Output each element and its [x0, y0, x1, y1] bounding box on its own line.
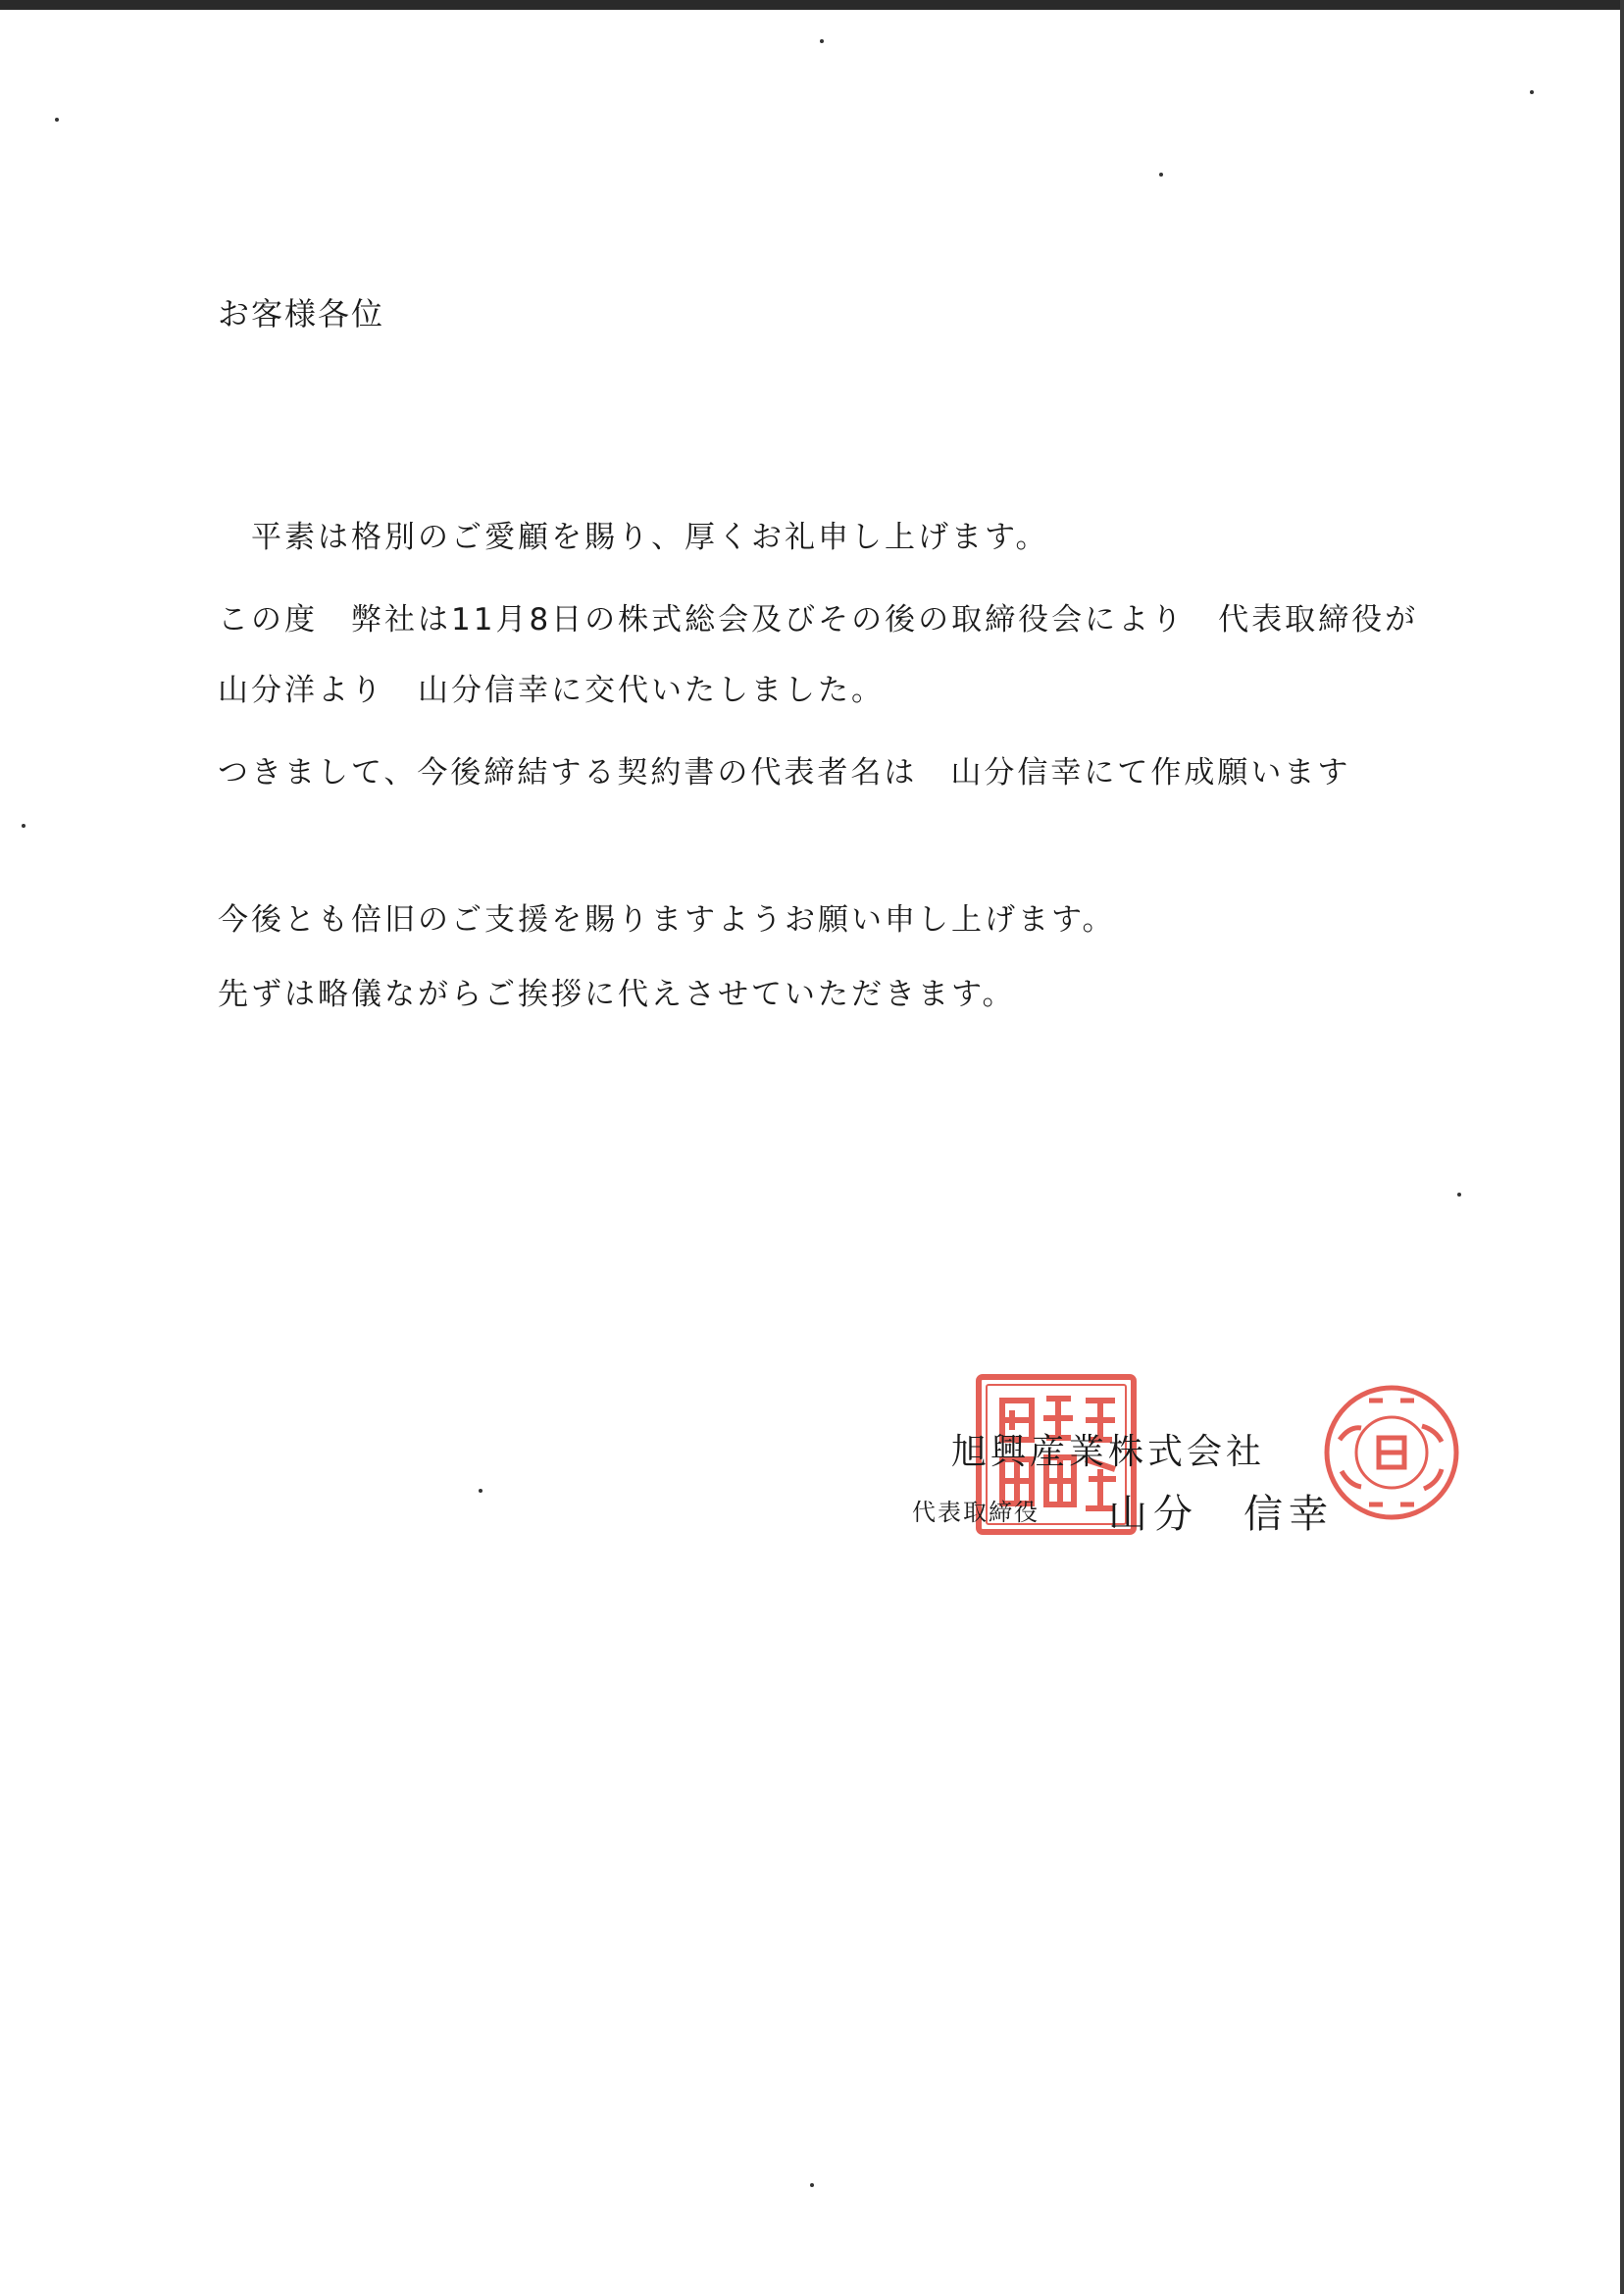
scan-speck: [1457, 1193, 1461, 1197]
letter-line: 平素は格別のご愛顧を賜り、厚くお礼申し上げます。: [218, 520, 1049, 555]
scan-speck: [55, 118, 59, 122]
letter-line: 今後とも倍旧のご支援を賜りますようお願い申し上げます。: [218, 902, 1116, 938]
scan-right-edge: [1620, 0, 1624, 2294]
signatory-title: 代表取締役: [912, 1499, 1040, 1526]
scan-speck: [1159, 173, 1163, 177]
scan-speck: [820, 39, 824, 43]
scan-speck: [22, 824, 25, 828]
salutation: お客様各位: [218, 295, 385, 332]
letter-line: つきまして、今後締結する契約書の代表者名は 山分信幸にて作成願います: [218, 755, 1351, 790]
company-name: 旭興産業株式会社: [951, 1432, 1266, 1472]
scan-top-edge: [0, 0, 1624, 10]
scan-speck: [810, 2183, 814, 2187]
letter-line: この度 弊社は11月8日の株式総会及びその後の取締役会により 代表取締役が: [218, 602, 1419, 637]
scan-speck: [479, 1489, 482, 1493]
letter-line: 先ずは略儀ながらご挨拶に代えさせていただきます。: [218, 977, 1016, 1012]
representative-seal-round: [1320, 1381, 1463, 1524]
scan-speck: [1530, 90, 1534, 94]
signatory-name: 山分 信幸: [1108, 1492, 1334, 1537]
letter-line: 山分洋より 山分信幸に交代いたしました。: [218, 673, 885, 708]
